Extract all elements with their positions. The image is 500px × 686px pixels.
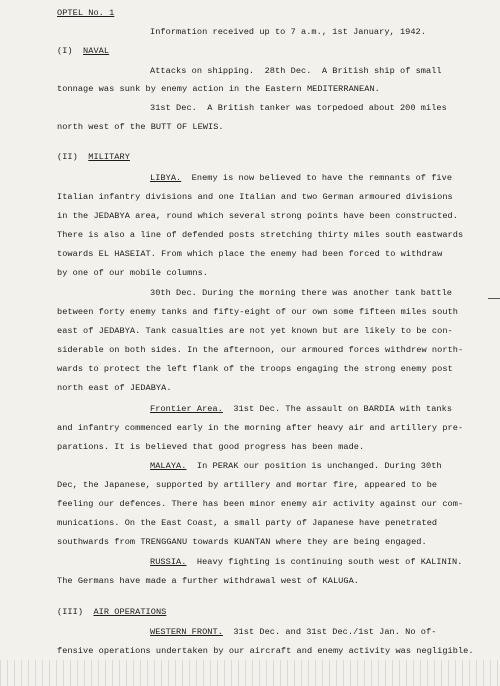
naval-para2-line1: 31st Dec. A British tanker was torpedoed about 200 miles: [150, 103, 447, 113]
dec30-line3: east of JEDABYA. Tank casualties are not yet known but are likely to be con-: [57, 326, 453, 336]
dec30-line5: wards to protect the left flank of the troops engaging the strong enemy post: [57, 364, 453, 374]
western-line1: WESTERN FRONT. 31st Dec. and 31st Dec./1st Jan. No of-: [150, 627, 437, 637]
document-ref: OPTEL No. 1: [57, 8, 115, 18]
malaya-line5: southwards from TRENGGANU towards KUANTAN where they are being engaged.: [57, 537, 427, 547]
libya-line6: by one of our mobile columns.: [57, 268, 209, 278]
libya-line2: Italian infantry divisions and one Italian and two German armoured divisions: [57, 192, 453, 202]
malaya-line4: munications. On the East Coast, a small party of Japanese have penetrated: [57, 518, 438, 528]
section-heading-military: (II) MILITARY: [57, 152, 130, 162]
scan-edge-noise: [0, 660, 500, 686]
russia-line2: The Germans have made a further withdrawal west of KALUGA.: [57, 576, 360, 586]
dec30-line4: siderable on both sides. In the afternoon, our armoured forces withdrew north-: [57, 345, 464, 355]
section-heading-air: (III) AIR OPERATIONS: [57, 607, 167, 617]
naval-para1-line1: Attacks on shipping. 28th Dec. A British ship of small: [150, 66, 442, 76]
dec30-line2: between forty enemy tanks and fifty-eight of our own some fifteen miles south: [57, 307, 458, 317]
libya-line5: towards EL HASEIAT. From which place the enemy had been forced to withdraw: [57, 249, 443, 259]
russia-line1: RUSSIA. Heavy fighting is continuing south west of KALININ.: [150, 557, 463, 567]
dec30-line1: 30th Dec. During the morning there was another tank battle: [150, 288, 453, 298]
section-heading-naval: (I) NAVAL: [57, 46, 110, 56]
libya-line4: There is also a line of defended posts stretching thirty miles south eastwards: [57, 230, 464, 240]
frontier-line3: parations. It is believed that good progress has been made.: [57, 442, 365, 452]
libya-line1: LIBYA. Enemy is now believed to have the remnants of five: [150, 173, 453, 183]
western-line2: fensive operations undertaken by our aircraft and enemy activity was negligible.: [57, 646, 474, 656]
malaya-line3: feeling our defences. There has been minor enemy air activity against our com-: [57, 499, 464, 509]
margin-mark: [488, 298, 500, 299]
dec30-line6: north east of JEDABYA.: [57, 383, 172, 393]
frontier-line1: Frontier Area. 31st Dec. The assault on BARDIA with tanks: [150, 404, 453, 414]
malaya-line1: MALAYA. In PERAK our position is unchanged. During 30th: [150, 461, 442, 471]
naval-para1-line2: tonnage was sunk by enemy action in the Eastern MEDITERRANEAN.: [57, 84, 380, 94]
malaya-line2: Dec, the Japanese, supported by artillery and mortar fire, appeared to be: [57, 480, 438, 490]
frontier-line2: and infantry commenced early in the morning after heavy air and artillery pre-: [57, 423, 464, 433]
naval-para2-line2: north west of the BUTT OF LEWIS.: [57, 122, 224, 132]
libya-line3: in the JEDABYA area, round which several strong points have been constructed.: [57, 211, 458, 221]
info-line: Information received up to 7 a.m., 1st January, 1942.: [150, 27, 426, 37]
